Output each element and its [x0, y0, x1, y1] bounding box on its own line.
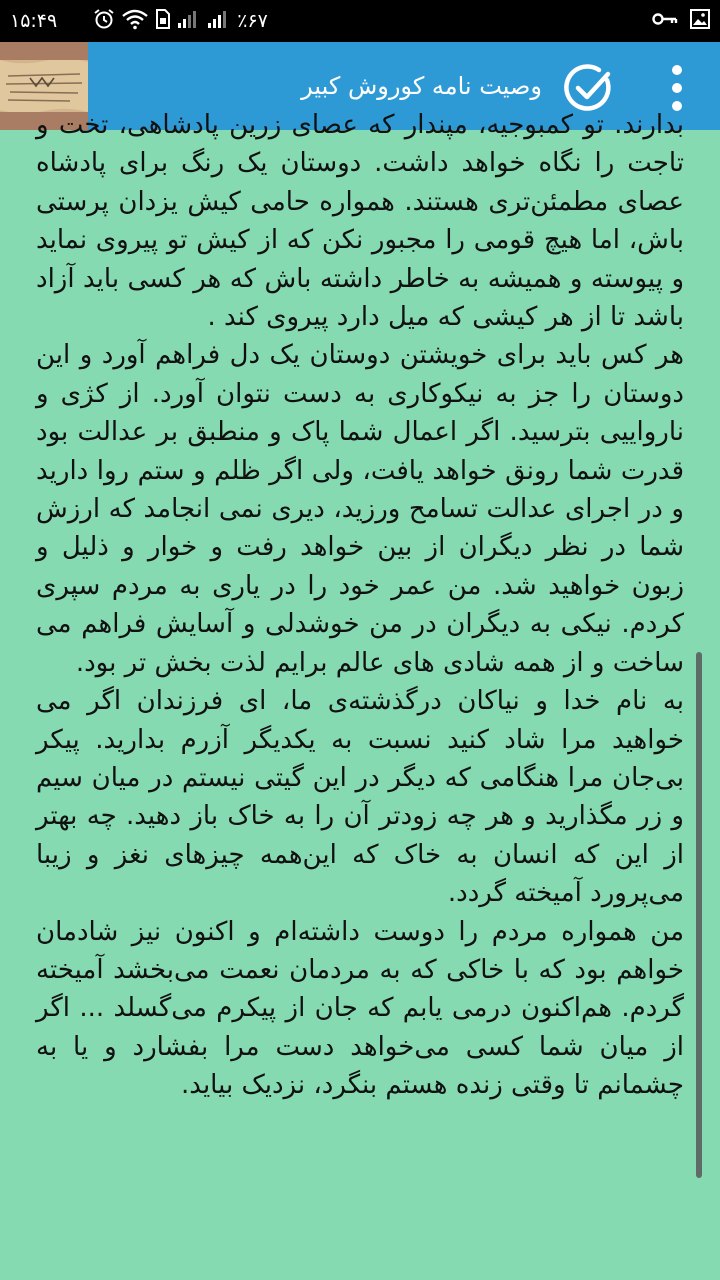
scrollbar[interactable]: [696, 652, 702, 1178]
sim-icon: [155, 8, 171, 35]
paragraph: به نام خدا و نیاکان درگذشته‌ی ما، ای فرزندان اگر می خواهید مرا شاد کنید نسبت به یکدیگر آزرم بدارید. پیکر بی‌جان مرا هنگامی که دیگر در این گیتی نیستم در میان سیم و زر مگذارید و هر چه زودتر آن را به خاک باز دهید. چه بهتر از این که انسان به خاک که این‌همه چیزهای نغز و زیبا می‌پرورد آمیخته گردد.: [36, 686, 684, 909]
status-bar: [0, 0, 720, 42]
text-content[interactable]: [0, 110, 720, 1280]
battery-percent: ٪۶۷: [237, 10, 268, 32]
signal-bars-icon: [177, 8, 201, 35]
image-icon: [690, 9, 710, 34]
status-left: [10, 0, 268, 42]
signal-bars-icon: [207, 8, 231, 35]
key-icon: [652, 10, 678, 32]
paragraph: بدارند. تو کمبوجیه، مپندار که عصای زرین پادشاهی، تخت و تاجت را نگاه خواهد داشت. دوستان یک رنگ برای پادشاه عصای مطمئن‌تری هستند. همواره حامی کیش یزدان پرستی باش، اما هیچ قومی را مجبور نکن که از کیش تو پیروی نماید و پیوسته و همیشه به خاطر داشته باش که هر کسی باید آزاد باشد تا از هر کیشی که میل دارد پیروی کند .: [36, 110, 684, 333]
alarm-icon: [93, 8, 115, 35]
clock: ۱۵:۴۹: [10, 10, 58, 32]
wifi-icon: [121, 8, 149, 35]
status-right: [652, 0, 710, 42]
text-body: [36, 106, 684, 1105]
app-title: وصیت نامه کوروش کبیر: [301, 72, 542, 100]
paragraph: هر کس باید برای خویشتن دوستان یک دل فراهم آورد و این دوستان را جز به نیکوکاری به دست نتوان آورد. از کژی و نارواییی بترسید. اگر اعمال شما پاک و منطبق بر عدالت بود قدرت شما رونق خواهد یافت، ولی اگر ظلم و ستم روا دارید و در اجرای عدالت تسامح ورزید، دیری نمی انجامد که ارزش شما در نظر دیگران از بین خواهد رفت و خوار و ذلیل و زبون خواهید شد. من عمر خود را در یاری به مردم سپری کردم. نیکی به دیگران در من خوشدلی و آسایش فراهم می ساخت و از همه شادی های عالم برایم لذت بخش تر بود.: [36, 340, 684, 678]
paragraph: من همواره مردم را دوست داشته‌ام و اکنون نیز شادمان خواهم بود که با خاکی که به مردمان نعمت می‌بخشد آمیخته گردم. هم‌اکنون درمی یابم که جان از پیکرم می‌گسلد ... اگر از میان شما کسی می‌خواهد دست مرا بفشارد و یا به چشمانم تا وقتی زنده هستم بنگرد، نزدیک بیاید.: [36, 916, 684, 1101]
